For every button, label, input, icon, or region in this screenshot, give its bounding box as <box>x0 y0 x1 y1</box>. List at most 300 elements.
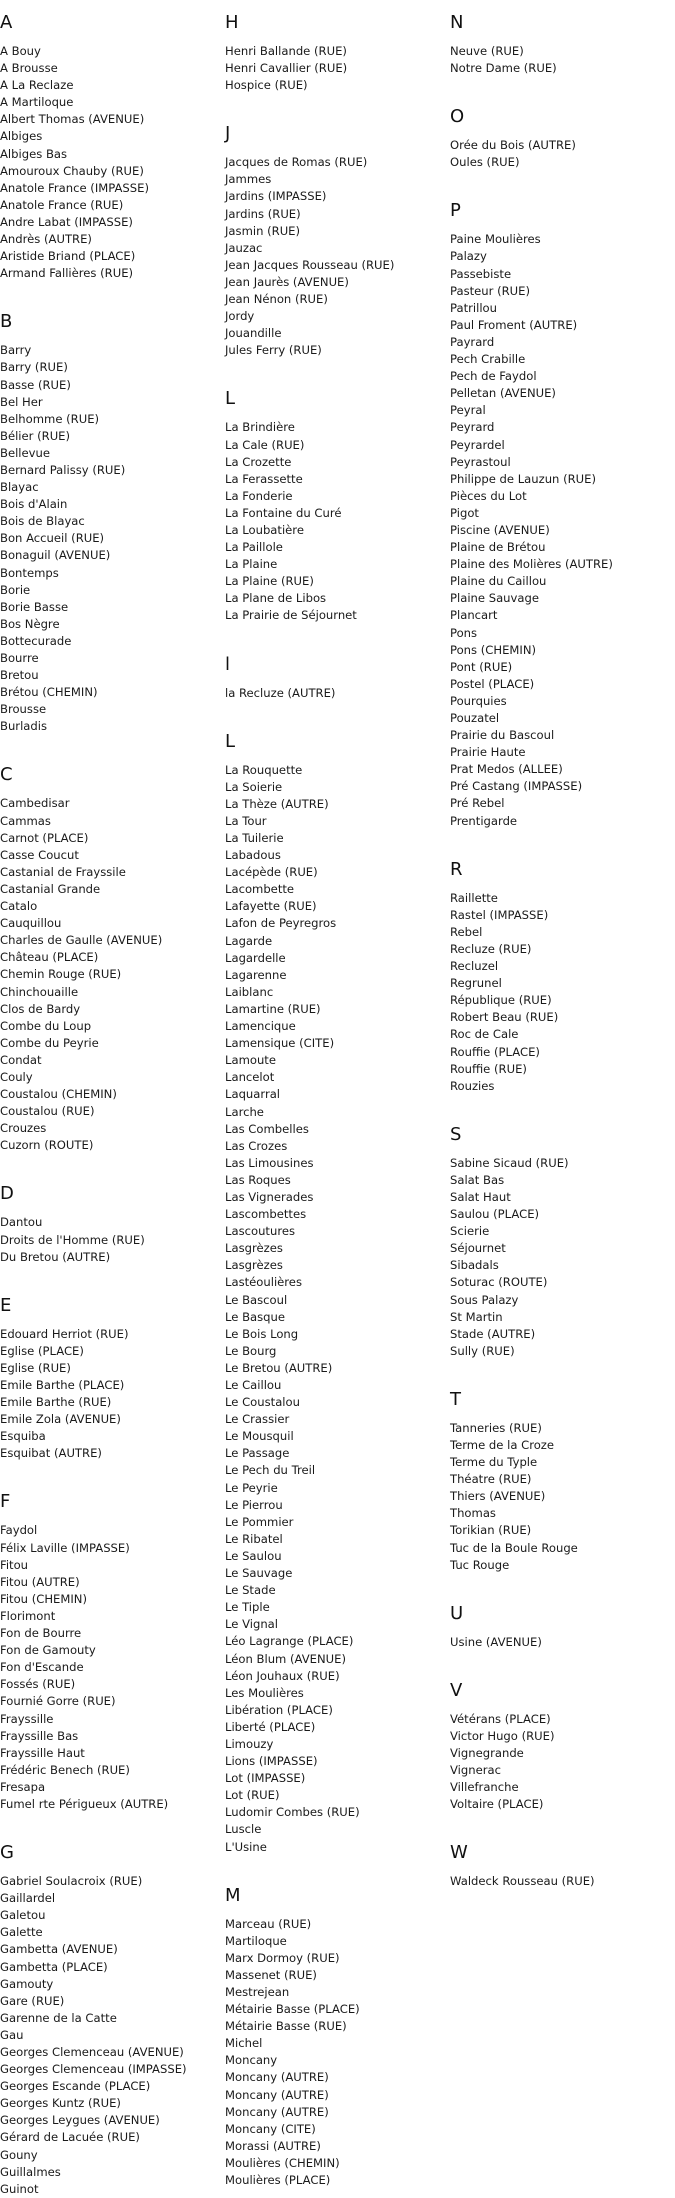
street-name[interactable]: Laquarral <box>225 1087 281 1102</box>
street-name[interactable]: Tanneries (RUE) <box>450 1420 542 1435</box>
street-name[interactable]: Thomas <box>450 1506 496 1521</box>
street-name[interactable]: La Brindière <box>225 420 295 435</box>
street-name[interactable]: A Brousse <box>0 61 58 76</box>
street-name[interactable]: Château (PLACE) <box>0 950 99 965</box>
street-name[interactable]: Fon de Gamouty <box>0 1643 96 1658</box>
street-name[interactable]: Voltaire (PLACE) <box>450 1797 544 1812</box>
street-name[interactable]: Albert Thomas (AVENUE) <box>0 112 145 127</box>
street-name[interactable]: Pech de Faydol <box>450 369 537 384</box>
street-name[interactable]: Du Bretou (AUTRE) <box>0 1249 111 1264</box>
street-name[interactable]: Georges Escande (PLACE) <box>0 2079 151 2094</box>
street-name[interactable]: Lascoutures <box>225 1224 295 1239</box>
section-letter-heading: V <box>450 1679 463 1701</box>
street-name[interactable]: Emile Barthe (RUE) <box>0 1395 112 1410</box>
street-name[interactable]: Brétou (CHEMIN) <box>0 685 98 700</box>
street-name[interactable]: A Martiloque <box>0 95 74 110</box>
street-name[interactable]: Barry (RUE) <box>0 360 68 375</box>
street-name[interactable]: Moulières (PLACE) <box>225 2173 331 2188</box>
street-name[interactable]: Paine Moulières <box>450 232 541 247</box>
street-name[interactable]: Vignegrande <box>450 1746 524 1761</box>
street-name[interactable]: Emile Zola (AVENUE) <box>0 1412 121 1427</box>
street-name[interactable]: Prairie du Bascoul <box>450 728 555 743</box>
street-name[interactable]: Patrillou <box>450 300 497 315</box>
street-name[interactable]: Florimont <box>0 1608 56 1623</box>
street-name[interactable]: Frayssille <box>0 1711 54 1726</box>
street-name[interactable]: Peyral <box>450 403 486 418</box>
street-name[interactable]: Belhomme (RUE) <box>0 411 100 426</box>
street-name[interactable]: St Martin <box>450 1309 503 1324</box>
street-name[interactable]: Martiloque <box>225 1933 287 1948</box>
street-name[interactable]: Limouzy <box>225 1736 274 1751</box>
street-name[interactable]: Gare (RUE) <box>0 1993 65 2008</box>
street-name[interactable]: Oules (RUE) <box>450 155 520 170</box>
street-name[interactable]: Le Crassier <box>225 1412 290 1427</box>
street-name[interactable]: Le Ribatel <box>225 1531 283 1546</box>
street-name[interactable]: Passebiste <box>450 266 512 281</box>
street-name[interactable]: Frayssille Haut <box>0 1745 85 1760</box>
street-name[interactable]: Prairie Haute <box>450 745 526 760</box>
street-name[interactable]: Gamouty <box>0 1976 54 1991</box>
street-name[interactable]: Las Limousines <box>225 1155 314 1170</box>
street-name[interactable]: Emile Barthe (PLACE) <box>0 1378 125 1392</box>
street-name[interactable]: Le Pommier <box>225 1514 294 1529</box>
street-name[interactable]: Stade (AUTRE) <box>450 1326 536 1341</box>
street-list <box>225 154 450 359</box>
street-name[interactable]: Las Crozes <box>225 1138 288 1153</box>
street-name[interactable]: Léon Jouhaux (RUE) <box>225 1668 340 1683</box>
street-name[interactable]: Fresapa <box>0 1779 46 1794</box>
street-name[interactable]: Blayac <box>0 480 39 495</box>
street-name[interactable]: Le Bourg <box>225 1343 277 1358</box>
street-name[interactable]: Fitou (CHEMIN) <box>0 1591 87 1606</box>
street-name[interactable]: Moncany <box>225 2053 278 2068</box>
street-name[interactable]: Guinot <box>0 2181 39 2196</box>
street-name[interactable]: Anatole France (IMPASSE) <box>0 180 149 195</box>
street-name[interactable]: Fournié Gorre (RUE) <box>0 1694 116 1709</box>
street-name[interactable]: Waldeck Rousseau (RUE) <box>450 1874 595 1889</box>
street-name[interactable]: Postel (PLACE) <box>450 676 535 691</box>
street-name[interactable]: Neuve (RUE) <box>450 44 524 58</box>
street-name[interactable]: Prentigarde <box>450 813 518 828</box>
street-name[interactable]: Bel Her <box>0 394 43 409</box>
street-name[interactable]: Le Mousquil <box>225 1429 294 1444</box>
street-name[interactable]: Rouzies <box>450 1078 495 1093</box>
street-name[interactable]: Lamoute <box>225 1053 276 1068</box>
street-name[interactable]: Gau <box>0 2027 24 2042</box>
street-name[interactable]: Lafayette (RUE) <box>225 899 317 914</box>
street-name[interactable]: Recluzel <box>450 959 499 974</box>
street-name[interactable]: Gérard de Lacuée (RUE) <box>0 2130 140 2145</box>
street-name[interactable]: Hospice (RUE) <box>225 78 308 93</box>
street-name[interactable]: Henri Cavallier (RUE) <box>225 61 348 76</box>
street-name[interactable]: Garenne de la Catte <box>0 2010 117 2025</box>
street-name[interactable]: Le Passage <box>225 1446 290 1461</box>
street-name[interactable]: Luscle <box>225 1822 262 1837</box>
street-name[interactable]: Métairie Basse (RUE) <box>225 2019 347 2034</box>
street-name[interactable]: Ludomir Combes (RUE) <box>225 1805 360 1820</box>
street-name[interactable]: Soturac (ROUTE) <box>450 1275 548 1290</box>
street-name[interactable]: Tuc Rouge <box>450 1557 510 1572</box>
street-name[interactable]: Frédéric Benech (RUE) <box>0 1762 130 1777</box>
street-name[interactable]: Massenet (RUE) <box>225 1967 317 1982</box>
street-name[interactable]: La Plaine (RUE) <box>225 574 314 589</box>
street-name[interactable]: Torikian (RUE) <box>450 1523 532 1538</box>
street-name[interactable]: Lafon de Peyregros <box>225 916 337 931</box>
street-name[interactable]: L'Usine <box>225 1839 267 1854</box>
street-name[interactable]: Gaillardel <box>0 1891 56 1906</box>
street-name[interactable]: Droits de l'Homme (RUE) <box>0 1232 145 1247</box>
street-name[interactable]: Carnot (PLACE) <box>0 830 89 845</box>
street-name[interactable]: Vétérans (PLACE) <box>450 1711 551 1726</box>
street-name[interactable]: Palazy <box>450 249 487 264</box>
street-name[interactable]: Villefranche <box>450 1780 519 1795</box>
street-name[interactable]: Castanial de Frayssile <box>0 864 126 879</box>
street-name[interactable]: Peyrastoul <box>450 454 511 469</box>
street-name[interactable]: Faydol <box>0 1523 38 1538</box>
street-name[interactable]: Bois de Blayac <box>0 514 85 529</box>
street-name[interactable]: La Rouquette <box>225 762 303 777</box>
street-name[interactable]: Georges Kuntz (RUE) <box>0 2096 121 2111</box>
street-name[interactable]: Combe du Loup <box>0 1018 92 1033</box>
street-name[interactable]: Libération (PLACE) <box>225 1702 333 1717</box>
street-name[interactable]: Plaine des Molières (AUTRE) <box>450 557 613 572</box>
street-name[interactable]: Esquibat (AUTRE) <box>0 1446 102 1461</box>
street-name[interactable]: Coustalou (CHEMIN) <box>0 1087 117 1102</box>
street-name[interactable]: Marx Dormoy (RUE) <box>225 1950 340 1965</box>
street-name[interactable]: Frayssille Bas <box>0 1728 79 1743</box>
street-name[interactable]: Tuc de la Boule Rouge <box>450 1540 578 1555</box>
street-name[interactable]: Pont (RUE) <box>450 659 513 674</box>
street-name[interactable]: Bourre <box>0 651 39 665</box>
street-name[interactable]: Notre Dame (RUE) <box>450 61 557 76</box>
street-name[interactable]: Rebel <box>450 924 483 939</box>
street-name[interactable]: Lions (IMPASSE) <box>225 1754 318 1769</box>
street-name[interactable]: Burladis <box>0 719 48 734</box>
street-name[interactable]: Recluze (RUE) <box>450 941 532 956</box>
letter-section <box>0 1183 225 1265</box>
street-name[interactable]: Dantou <box>0 1215 43 1230</box>
street-name[interactable]: Payrard <box>450 334 495 349</box>
street-name[interactable]: Borie <box>0 582 31 597</box>
street-name[interactable]: Le Sauvage <box>225 1566 293 1581</box>
street-list <box>450 1711 675 1814</box>
street-name[interactable]: Condat <box>0 1052 42 1067</box>
street-name[interactable]: Pasteur (RUE) <box>450 283 531 298</box>
street-name[interactable]: Bontemps <box>0 565 59 580</box>
street-name[interactable]: Peyrard <box>450 420 495 435</box>
street-name[interactable]: Pièces du Lot <box>450 488 527 503</box>
street-name[interactable]: Félix Laville (IMPASSE) <box>0 1540 130 1555</box>
street-name[interactable]: Lastéoulières <box>225 1275 302 1290</box>
street-name[interactable]: Charles de Gaulle (AVENUE) <box>0 933 163 948</box>
street-name[interactable]: Pré Rebel <box>450 796 505 811</box>
street-name[interactable]: Pré Castang (IMPASSE) <box>450 779 583 794</box>
street-name[interactable]: La Plaine <box>225 557 278 572</box>
street-name[interactable]: Regrunel <box>450 976 502 991</box>
street-name[interactable]: La Ferassette <box>225 471 303 486</box>
street-name[interactable]: Philippe de Lauzun (RUE) <box>450 471 597 486</box>
street-name[interactable]: Jean Nénon (RUE) <box>225 292 328 307</box>
street-name[interactable]: Clos de Bardy <box>0 1001 81 1016</box>
street-name[interactable]: Morassi (AUTRE) <box>225 2138 321 2153</box>
street-name[interactable]: Jean Jacques Rousseau (RUE) <box>225 257 395 272</box>
street-name[interactable]: Larche <box>225 1104 264 1119</box>
street-name[interactable]: Lasgrèzes <box>225 1241 283 1256</box>
street-name[interactable]: Andre Labat (IMPASSE) <box>0 214 133 229</box>
street-name[interactable]: Sabine Sicaud (RUE) <box>450 1155 569 1170</box>
street-name[interactable]: Combe du Peyrie <box>0 1035 99 1050</box>
street-name[interactable]: Aristide Briand (PLACE) <box>0 249 136 264</box>
street-name[interactable]: Sully (RUE) <box>450 1343 515 1358</box>
street-name[interactable]: Les Moulières <box>225 1685 304 1700</box>
street-name[interactable]: Roc de Cale <box>450 1027 519 1042</box>
street-name[interactable]: Laiblanc <box>225 984 274 999</box>
street-name[interactable]: La Cale (RUE) <box>225 437 305 452</box>
street-name[interactable]: Cuzorn (ROUTE) <box>0 1138 94 1153</box>
street-name[interactable]: Rouffie (PLACE) <box>450 1044 540 1059</box>
street-name[interactable]: Albiges Bas <box>0 146 68 161</box>
street-name[interactable]: Le Vignal <box>225 1617 279 1632</box>
street-name[interactable]: Jasmin (RUE) <box>225 223 301 238</box>
street-name[interactable]: Salat Haut <box>450 1189 511 1204</box>
section-letter-heading: P <box>450 200 461 222</box>
street-name[interactable]: Le Basque <box>225 1309 286 1324</box>
street-name[interactable]: Borie Basse <box>0 599 69 614</box>
street-name[interactable]: Castanial Grande <box>0 881 101 896</box>
street-name[interactable]: Lancelot <box>225 1070 275 1085</box>
street-name[interactable]: Anatole France (RUE) <box>0 197 124 212</box>
street-name[interactable]: Jules Ferry (RUE) <box>225 343 322 358</box>
street-name[interactable]: A La Reclaze <box>0 78 74 93</box>
street-name[interactable]: Pelletan (AVENUE) <box>450 386 556 401</box>
street-name[interactable]: Esquiba <box>0 1429 46 1444</box>
street-name[interactable]: Paul Froment (AUTRE) <box>450 317 578 332</box>
street-name[interactable]: Lacombette <box>225 882 295 897</box>
street-name[interactable]: La Paillole <box>225 540 283 555</box>
street-name[interactable]: Crouzes <box>0 1121 47 1136</box>
street-name[interactable]: Pons <box>450 625 478 640</box>
street-name[interactable]: Moncany (AUTRE) <box>225 2087 329 2102</box>
street-name[interactable]: Bois d'Alain <box>0 497 68 512</box>
street-name[interactable]: Georges Clemenceau (IMPASSE) <box>0 2062 187 2077</box>
street-name[interactable]: Galetou <box>0 1908 46 1923</box>
street-name[interactable]: Moulières (CHEMIN) <box>225 2155 340 2170</box>
street-name[interactable]: Guillalmes <box>0 2164 61 2179</box>
street-name[interactable]: Mestrejean <box>225 1985 290 1999</box>
street-name[interactable]: Couly <box>0 1069 33 1084</box>
street-name[interactable]: Le Bascoul <box>225 1292 288 1307</box>
street-name[interactable]: Pech Crabille <box>450 352 526 367</box>
street-name[interactable]: Rouffie (RUE) <box>450 1061 527 1076</box>
street-name[interactable]: Basse (RUE) <box>0 377 71 392</box>
street-name[interactable]: Bonaguil (AVENUE) <box>0 548 111 563</box>
street-name[interactable]: La Loubatière <box>225 522 304 537</box>
street-name[interactable]: Lasgrèzes <box>225 1258 283 1273</box>
street-name[interactable]: Pourquies <box>450 693 507 708</box>
street-name[interactable]: Labadous <box>225 848 281 863</box>
street-name[interactable]: Bottecurade <box>0 633 72 648</box>
street-name[interactable]: Bretou <box>0 668 39 683</box>
street-name[interactable]: la Recluze (AUTRE) <box>225 685 336 700</box>
street-name[interactable]: Rastel (IMPASSE) <box>450 907 549 922</box>
street-name[interactable]: La Fontaine du Curé <box>225 505 342 520</box>
street-list <box>225 419 450 624</box>
street-name[interactable]: Fon d'Escande <box>0 1660 84 1675</box>
street-name[interactable]: La Crozette <box>225 454 292 469</box>
street-name[interactable]: Las Combelles <box>225 1121 309 1136</box>
street-name[interactable]: Terme du Typle <box>450 1455 538 1470</box>
street-name[interactable]: Gambetta (PLACE) <box>0 1959 108 1974</box>
street-name[interactable]: Léo Lagrange (PLACE) <box>225 1634 354 1649</box>
street-name[interactable]: Lagarenne <box>225 967 287 982</box>
street-name[interactable]: Chinchouaille <box>0 984 79 999</box>
street-name[interactable]: Bellevue <box>0 445 51 460</box>
street-name[interactable]: Raillette <box>450 890 498 905</box>
street-name[interactable]: Le Tiple <box>225 1600 270 1615</box>
street-name[interactable]: Jauzac <box>225 240 263 255</box>
street-name[interactable]: Barry <box>0 343 32 358</box>
street-name[interactable]: Le Bretou (AUTRE) <box>225 1360 333 1375</box>
street-name[interactable]: Le Peyrie <box>225 1480 278 1495</box>
street-name[interactable]: Moncany (CITE) <box>225 2121 316 2136</box>
street-name[interactable]: Eglise (PLACE) <box>0 1343 84 1358</box>
street-name[interactable]: Fon de Bourre <box>0 1626 82 1641</box>
street-name[interactable]: Métairie Basse (PLACE) <box>225 2002 360 2017</box>
street-name[interactable]: Chemin Rouge (RUE) <box>0 967 122 982</box>
street-name[interactable]: Sibadals <box>450 1258 499 1273</box>
street-name[interactable]: Edouard Herriot (RUE) <box>0 1326 129 1341</box>
street-name[interactable]: Lagarde <box>225 933 273 948</box>
street-name[interactable]: Saulou (PLACE) <box>450 1207 540 1222</box>
street-name[interactable]: République (RUE) <box>450 993 552 1008</box>
street-name[interactable]: Catalo <box>0 899 38 914</box>
street-name[interactable]: La Plane de Libos <box>225 591 327 606</box>
street-name[interactable]: Plaine du Caillou <box>450 574 547 589</box>
street-name[interactable]: Plaine Sauvage <box>450 591 539 606</box>
street-name[interactable]: Moncany (AUTRE) <box>225 2070 329 2085</box>
street-name[interactable]: Bon Accueil (RUE) <box>0 531 105 546</box>
street-name[interactable]: Fitou <box>0 1557 29 1572</box>
street-name[interactable]: La Thèze (AUTRE) <box>225 796 329 811</box>
street-name[interactable]: Fossés (RUE) <box>0 1677 76 1692</box>
street-name[interactable]: Pouzatel <box>450 711 500 725</box>
street-name[interactable]: Cammas <box>0 813 51 828</box>
street-name[interactable]: Eglise (RUE) <box>0 1360 71 1375</box>
street-name[interactable]: Pigot <box>450 505 479 520</box>
street-name[interactable]: Le Saulou <box>225 1548 282 1563</box>
street-name[interactable]: La Tuilerie <box>225 831 284 845</box>
street-name[interactable]: Sous Palazy <box>450 1292 519 1307</box>
street-name[interactable]: Usine (AVENUE) <box>450 1634 542 1649</box>
street-name[interactable]: Bernard Palissy (RUE) <box>0 462 126 477</box>
street-name[interactable]: Cambedisar <box>0 796 70 811</box>
street-name[interactable]: Le Caillou <box>225 1378 282 1392</box>
street-name[interactable]: Marceau (RUE) <box>225 1916 312 1931</box>
street-name[interactable]: Gambetta (AVENUE) <box>0 1942 118 1957</box>
street-name[interactable]: Gabriel Soulacroix (RUE) <box>0 1874 143 1889</box>
street-name[interactable]: Cauquillou <box>0 916 62 931</box>
street-name[interactable]: Le Coustalou <box>225 1395 300 1410</box>
street-name[interactable]: Lot (RUE) <box>225 1788 280 1803</box>
street-name[interactable]: Andrès (AUTRE) <box>0 232 92 247</box>
street-name[interactable]: Pons (CHEMIN) <box>450 642 537 657</box>
street-name[interactable]: Armand Fallières (RUE) <box>0 266 134 281</box>
street-name[interactable]: Amouroux Chauby (RUE) <box>0 163 144 178</box>
street-name[interactable]: La Fonderie <box>225 488 293 503</box>
street-name[interactable]: Jordy <box>225 309 255 324</box>
street-name[interactable]: Plancart <box>450 608 498 623</box>
street-name[interactable]: Georges Leygues (AVENUE) <box>0 2113 160 2128</box>
street-name[interactable]: Las Vignerades <box>225 1189 314 1204</box>
street-name[interactable]: Brousse <box>0 702 47 717</box>
street-name[interactable]: Le Stade <box>225 1583 276 1598</box>
section-letter-heading: S <box>450 1123 462 1145</box>
street-name[interactable]: Lamencique <box>225 1019 296 1034</box>
street-name[interactable]: Lot (IMPASSE) <box>225 1771 306 1786</box>
street-name[interactable]: Le Pech du Treil <box>225 1463 316 1478</box>
street-name[interactable]: Lascombettes <box>225 1207 307 1222</box>
street-name[interactable]: Henri Ballande (RUE) <box>225 44 347 58</box>
street-name[interactable]: Bélier (RUE) <box>0 428 71 443</box>
street-name[interactable]: Peyrardel <box>450 437 505 452</box>
street-name[interactable]: A Bouy <box>0 44 41 58</box>
street-name[interactable]: Plaine de Brétou <box>450 540 546 555</box>
street-name[interactable]: Lagardelle <box>225 950 286 965</box>
street-name[interactable]: La Prairie de Séjournet <box>225 608 357 623</box>
street-name[interactable]: Terme de la Croze <box>450 1438 555 1452</box>
street-name[interactable]: Michel <box>225 2036 263 2051</box>
street-name[interactable]: Jean Jaurès (AVENUE) <box>225 274 349 289</box>
street-name[interactable]: Liberté (PLACE) <box>225 1719 316 1734</box>
street-name[interactable]: Léon Blum (AVENUE) <box>225 1651 346 1666</box>
street-name[interactable]: Gouny <box>0 2147 38 2162</box>
street-name[interactable]: Moncany (AUTRE) <box>225 2104 329 2119</box>
street-name[interactable]: Casse Coucut <box>0 847 79 862</box>
street-name[interactable]: Albiges <box>0 129 43 144</box>
street-name[interactable]: Robert Beau (RUE) <box>450 1010 559 1025</box>
street-name[interactable]: Le Bois Long <box>225 1326 299 1341</box>
street-name[interactable]: Scierie <box>450 1224 490 1239</box>
street-name[interactable]: La Soierie <box>225 779 283 794</box>
street-name[interactable]: Piscine (AVENUE) <box>450 522 550 537</box>
street-name[interactable]: Jardins (IMPASSE) <box>225 189 327 204</box>
street-name[interactable]: Georges Clemenceau (AVENUE) <box>0 2045 184 2059</box>
street-name[interactable]: Fitou (AUTRE) <box>0 1574 80 1589</box>
street-name[interactable]: Lacépède (RUE) <box>225 865 318 880</box>
street-name[interactable]: Jardins (RUE) <box>225 206 301 221</box>
street-name[interactable]: Le Pierrou <box>225 1497 283 1512</box>
street-name[interactable]: Coustalou (RUE) <box>0 1104 95 1119</box>
street-name[interactable]: Lamensique (CITE) <box>225 1036 335 1051</box>
street-name[interactable]: Jacques de Romas (RUE) <box>225 155 368 170</box>
street-name[interactable]: Fumel rte Périgueux (AUTRE) <box>0 1796 169 1811</box>
street-name[interactable]: Séjournet <box>450 1241 506 1256</box>
street-name[interactable]: Thiers (AVENUE) <box>450 1489 546 1504</box>
street-name[interactable]: Théatre (RUE) <box>450 1472 532 1487</box>
street-name[interactable]: Jammes <box>225 172 272 187</box>
street-name[interactable]: Bos Nègre <box>0 616 60 631</box>
street-name[interactable]: Orée du Bois (AUTRE) <box>450 138 576 153</box>
street-name[interactable]: Lamartine (RUE) <box>225 1001 321 1016</box>
street-name[interactable]: Vignerac <box>450 1763 501 1778</box>
street-name[interactable]: Galette <box>0 1925 43 1940</box>
street-name[interactable]: Las Roques <box>225 1172 291 1187</box>
street-name[interactable]: La Tour <box>225 813 267 828</box>
street-name[interactable]: Salat Bas <box>450 1172 505 1187</box>
street-name[interactable]: Prat Medos (ALLEE) <box>450 762 563 777</box>
street-name[interactable]: Victor Hugo (RUE) <box>450 1728 555 1743</box>
street-name[interactable]: Jouandille <box>225 326 282 341</box>
